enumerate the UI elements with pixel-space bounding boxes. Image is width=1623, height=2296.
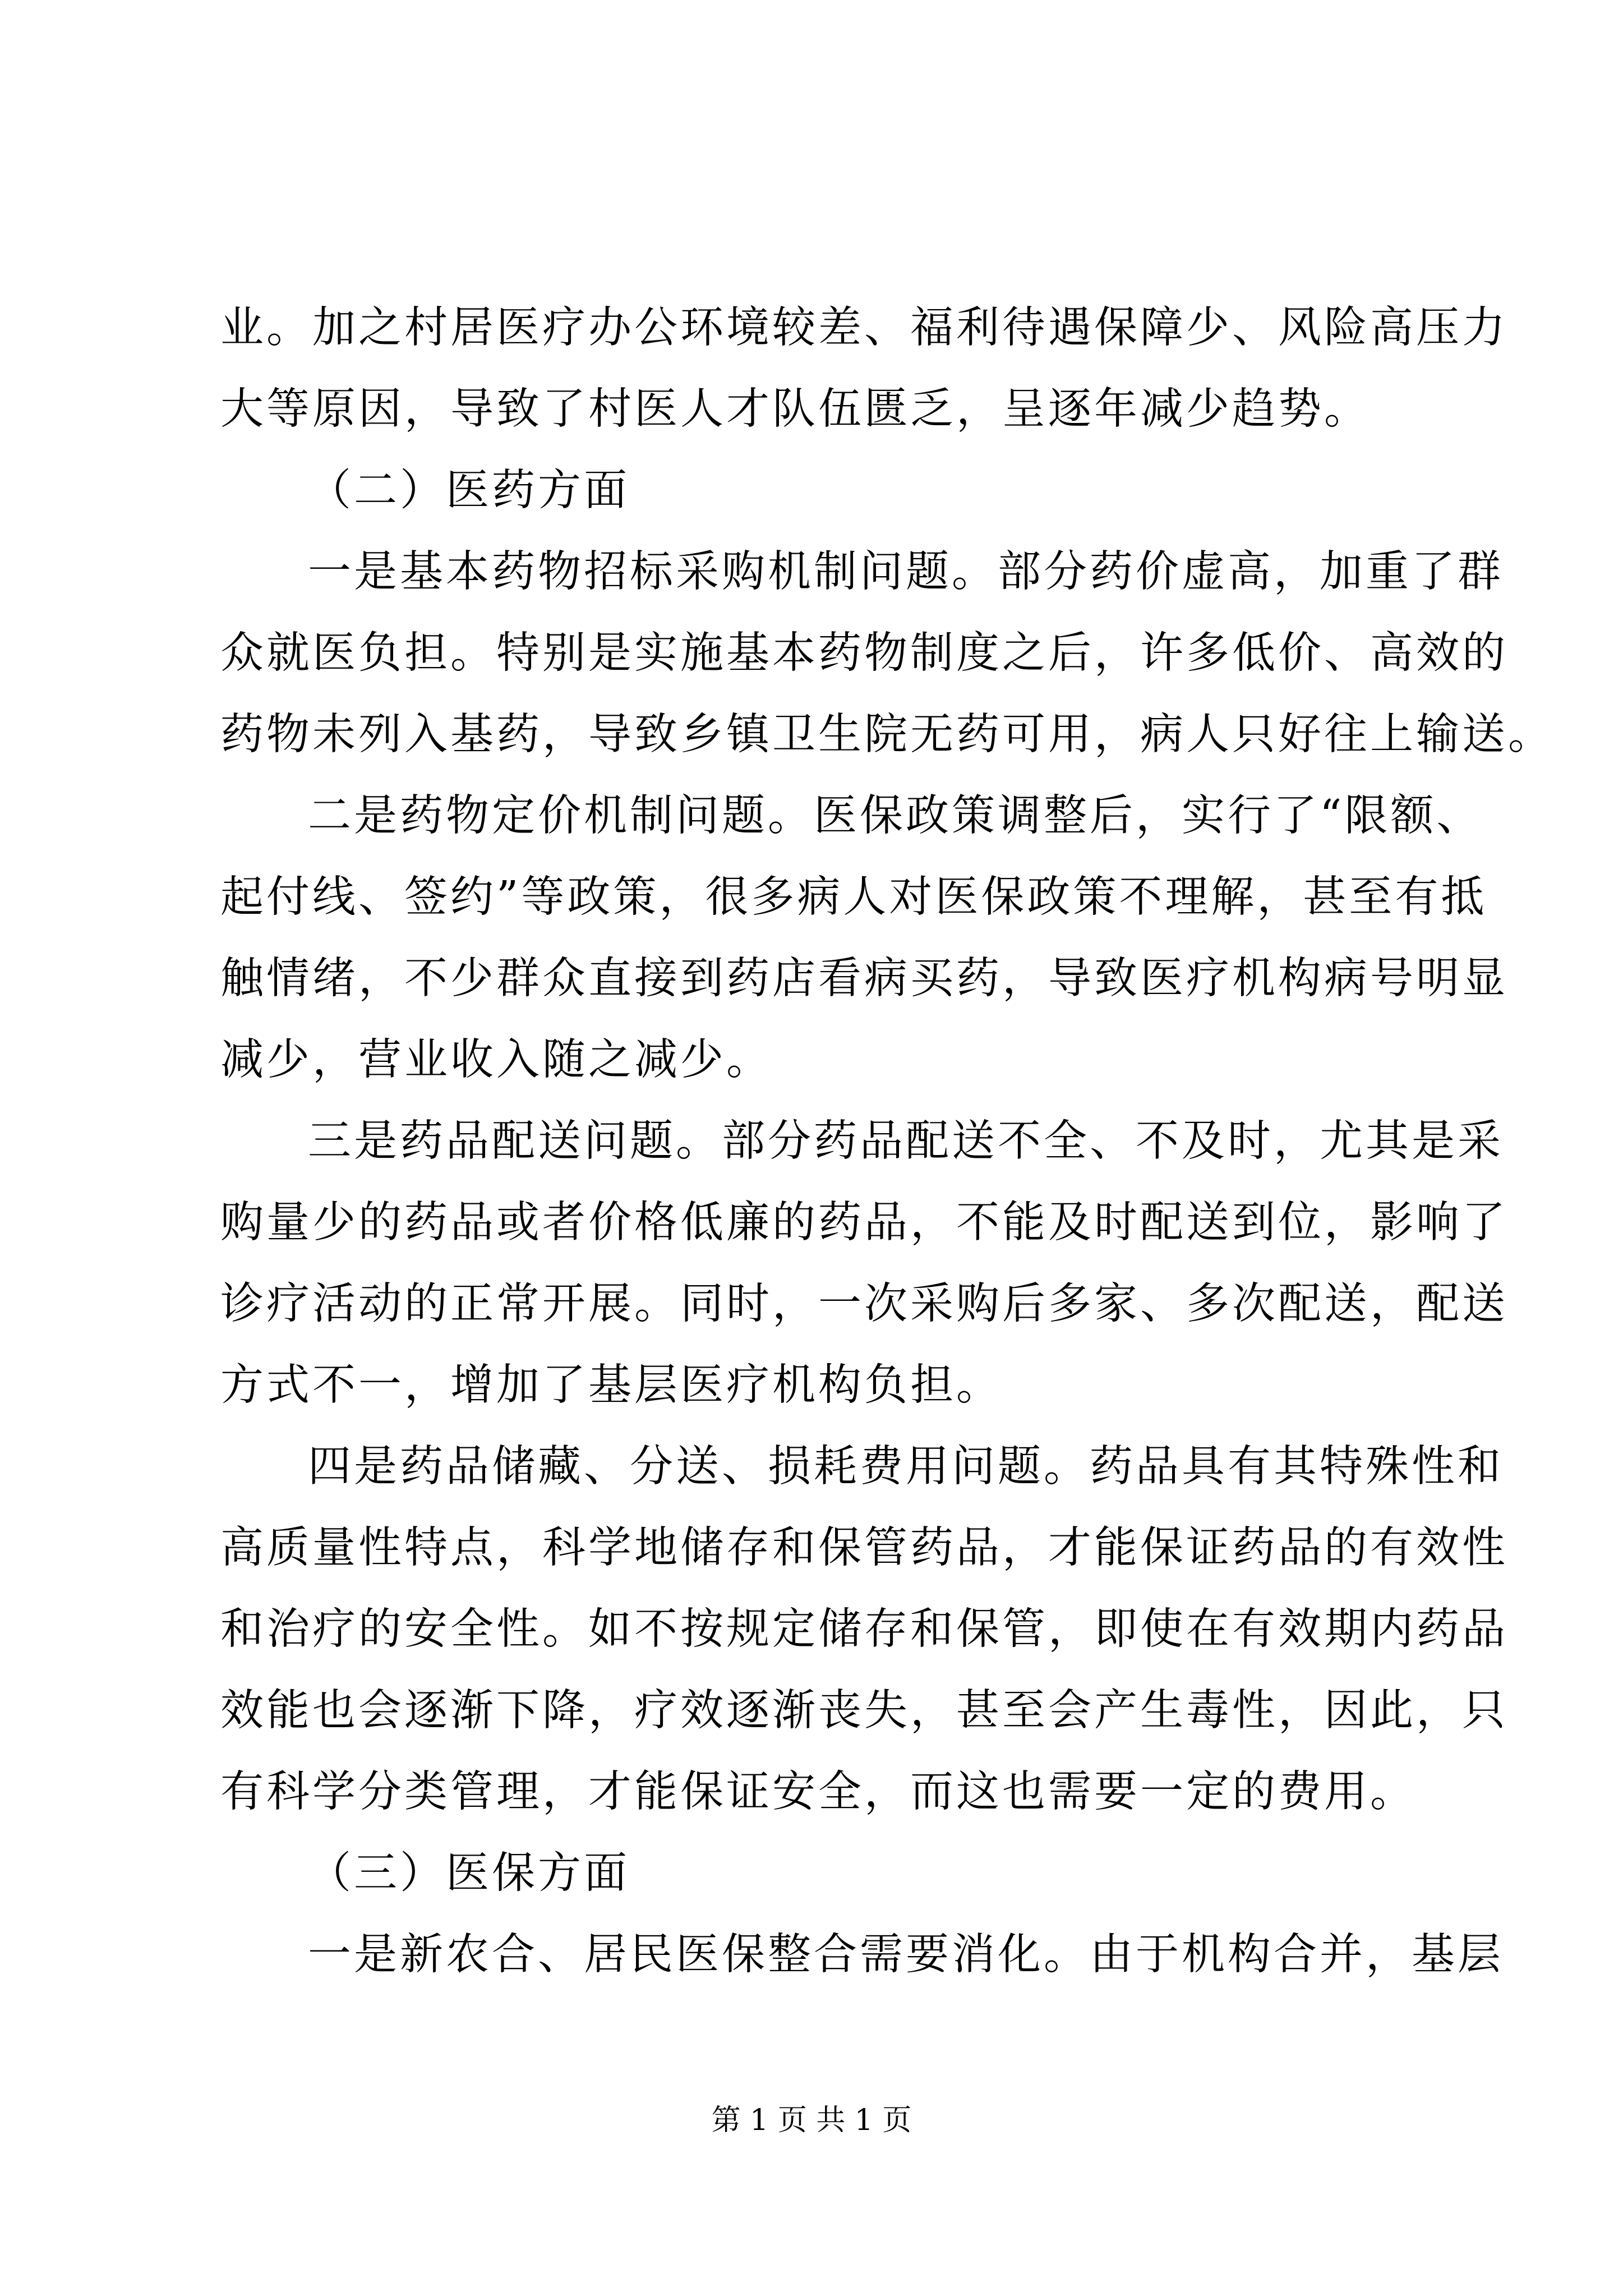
paragraph-first-line: 四是药品储藏、分送、损耗费用问题。药品具有其特殊性和 <box>308 1442 1504 1492</box>
text-line: 诊疗活动的正常开展。同时，一次采购后多家、多次配送，配送 <box>220 1279 1508 1329</box>
text-line: 药物未列入基药，导致乡镇卫生院无药可用，病人只好往上输送。 <box>220 710 1554 760</box>
text-line: 高质量性特点，科学地储存和保管药品，才能保证药品的有效性 <box>220 1523 1508 1573</box>
text-line: 起付线、签约”等政策，很多病人对医保政策不理解，甚至有抵 <box>220 872 1487 922</box>
text-line: 减少，营业收入随之减少。 <box>220 1035 772 1085</box>
paragraph-first-line: 二是药物定价机制问题。医保政策调整后，实行了“限额、 <box>308 791 1483 841</box>
page-footer: 第 1 页 共 1 页 <box>711 2104 912 2137</box>
text-line: 效能也会逐渐下降，疗效逐渐丧失，甚至会产生毒性，因此，只 <box>220 1686 1508 1736</box>
text-line: 触情绪，不少群众直接到药店看病买药，导致医疗机构病号明显 <box>220 954 1508 1004</box>
section-heading: （三）医保方面 <box>308 1848 630 1898</box>
section-heading: （二）医药方面 <box>308 466 630 516</box>
document-body <box>220 287 1554 1995</box>
text-line: 和治疗的安全性。如不按规定储存和保管，即使在有效期内药品 <box>220 1604 1508 1654</box>
text-line: 大等原因，导致了村医人才队伍匮乏，呈逐年减少趋势。 <box>220 384 1370 434</box>
paragraph-first-line: 一是新农合、居民医保整合需要消化。由于机构合并，基层 <box>308 1930 1504 1980</box>
text-line: 有科学分类管理，才能保证安全，而这也需要一定的费用。 <box>220 1767 1416 1817</box>
text-line: 众就医负担。特别是实施基本药物制度之后，许多低价、高效的 <box>220 628 1508 678</box>
paragraph-first-line: 一是基本药物招标采购机制问题。部分药价虚高，加重了群 <box>308 547 1504 597</box>
paragraph-first-line: 三是药品配送问题。部分药品配送不全、不及时，尤其是采 <box>308 1116 1504 1166</box>
text-line: 业。加之村居医疗办公环境较差、福利待遇保障少、风险高压力 <box>220 303 1508 353</box>
text-line: 方式不一，增加了基层医疗机构负担。 <box>220 1360 1002 1410</box>
text-line: 购量少的药品或者价格低廉的药品，不能及时配送到位，影响了 <box>220 1198 1508 1248</box>
